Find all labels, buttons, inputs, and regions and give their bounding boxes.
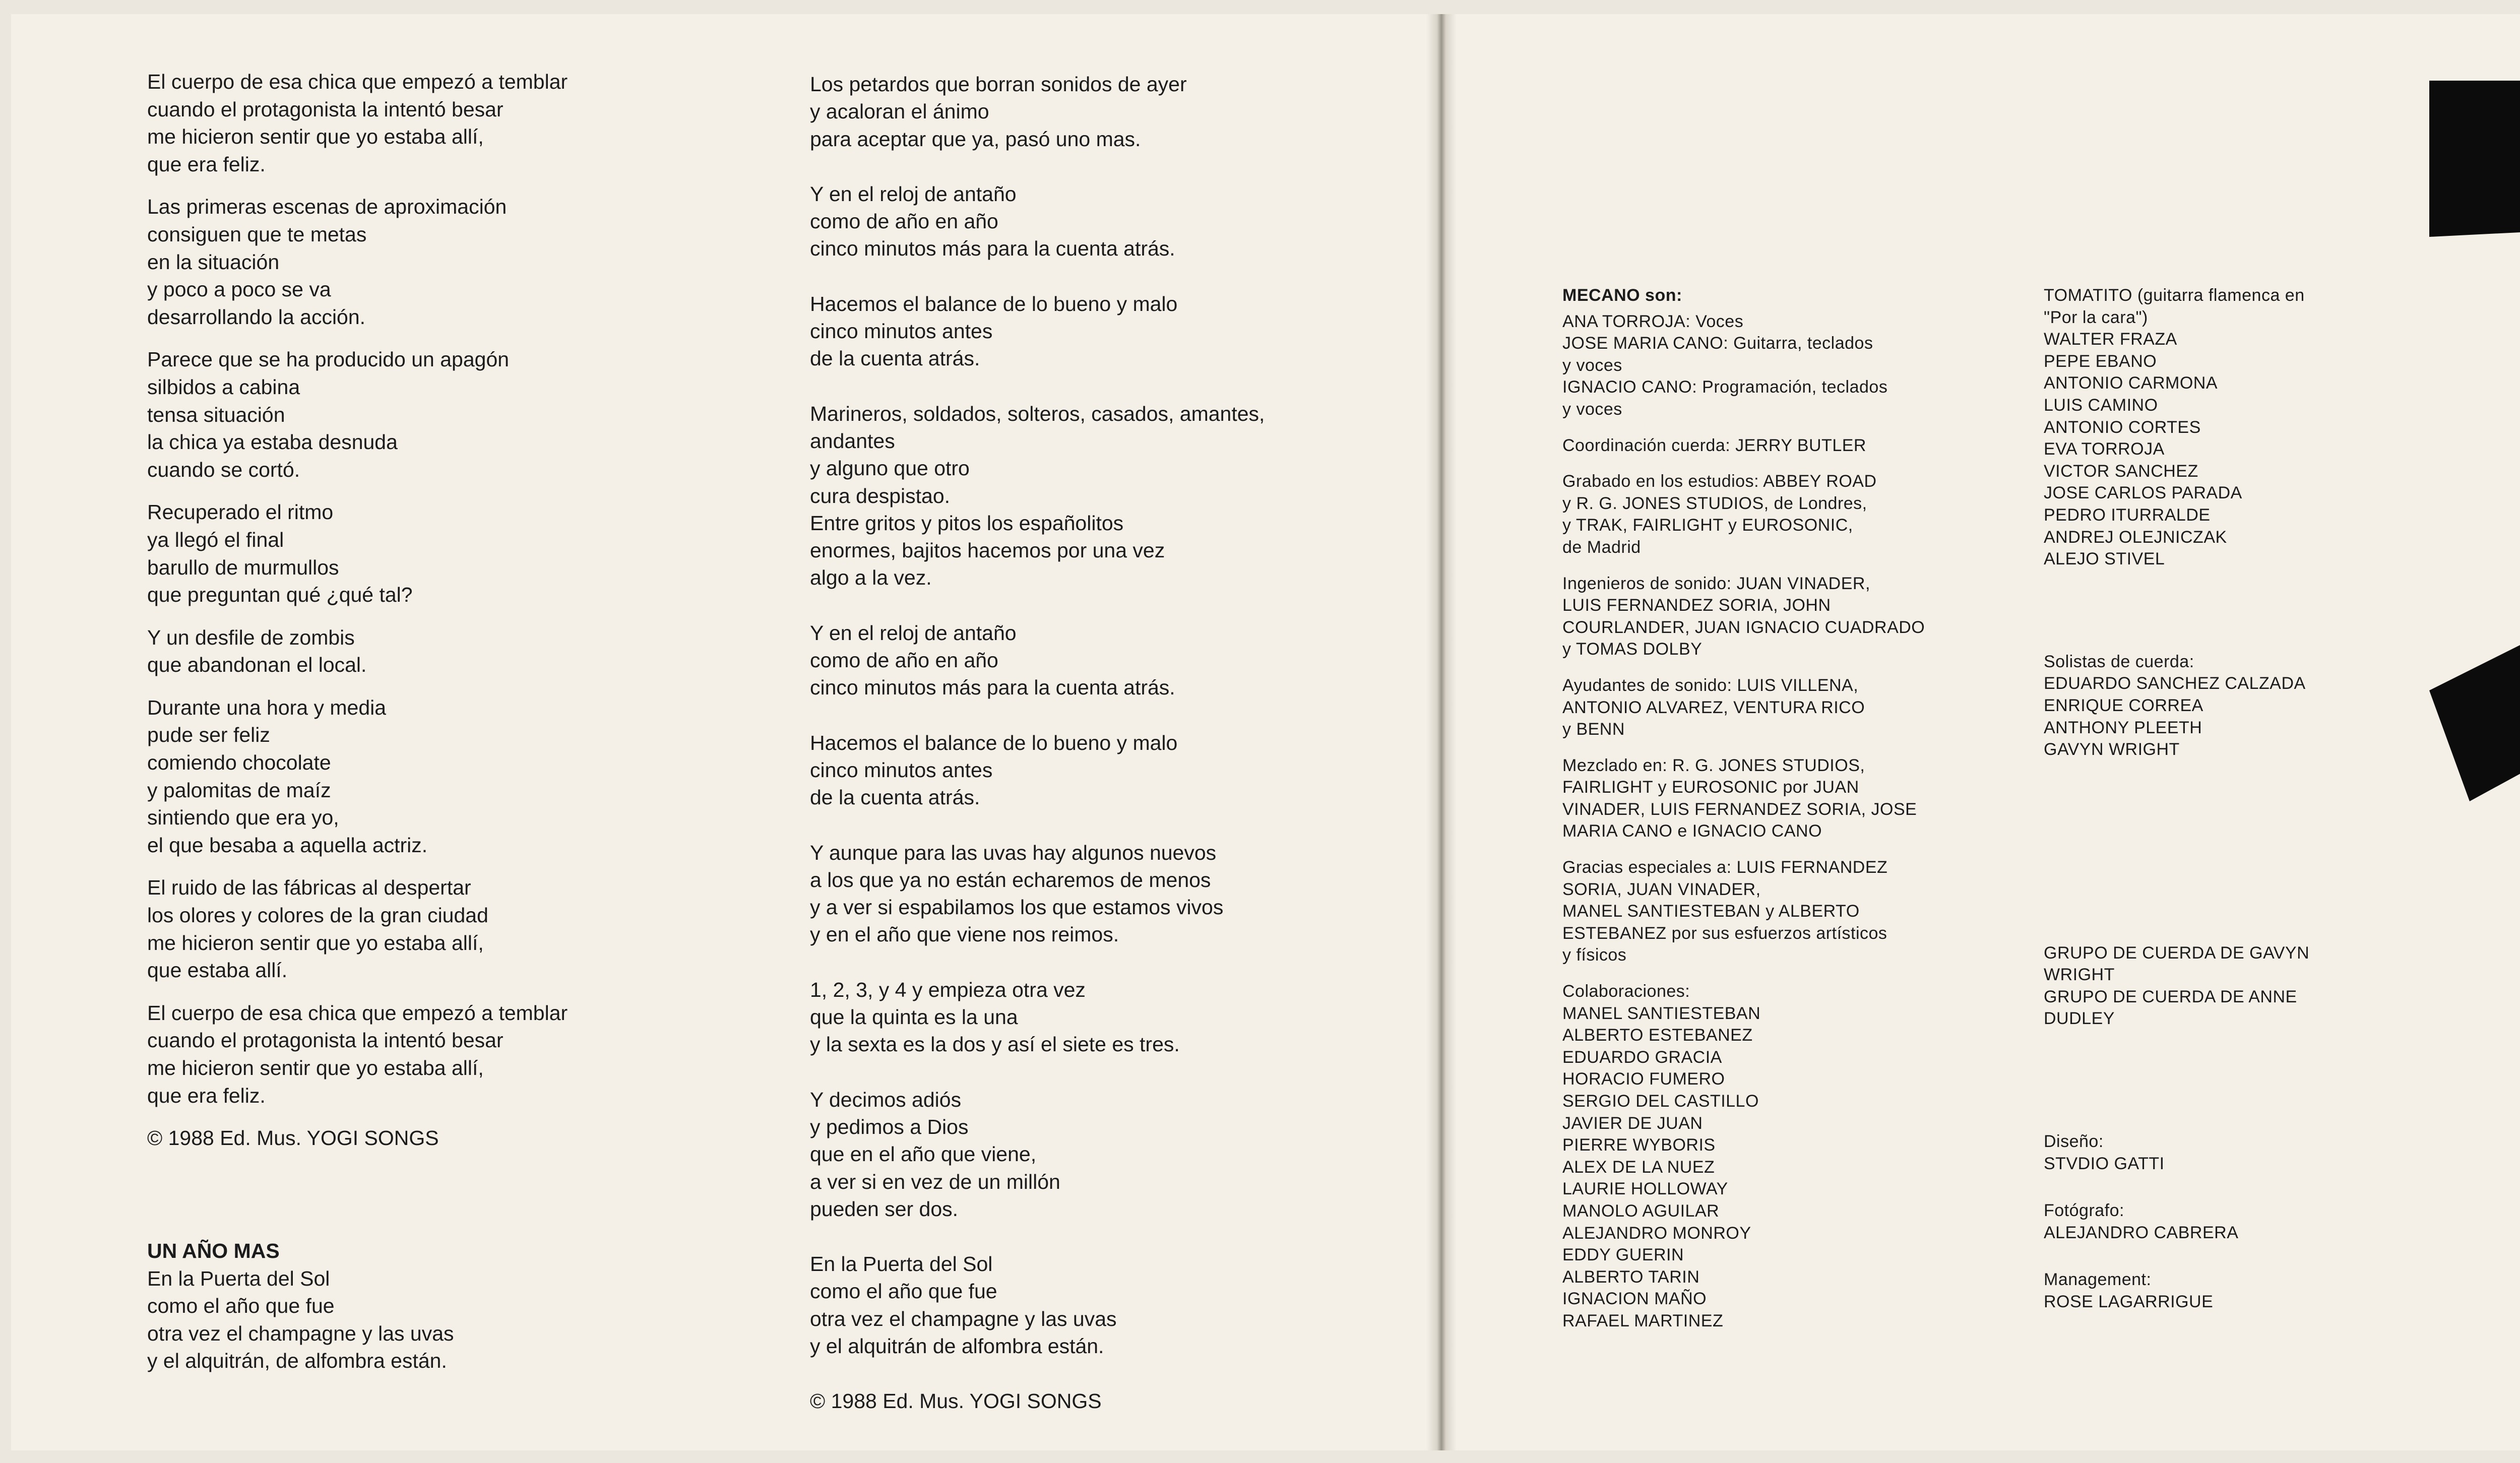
lyric-line: que preguntan qué ¿qué tal?	[147, 583, 413, 607]
stanza	[810, 71, 1329, 153]
lyric-line: Y decimos adiós	[810, 1088, 962, 1111]
lyric-line: Y en el reloj de antaño	[810, 621, 1017, 645]
lyrics-column-1	[147, 68, 666, 1167]
lyric-line: como de año en año	[810, 649, 998, 672]
lyric-line: barullo de murmullos	[147, 555, 339, 579]
lyric-line: y en el año que viene nos reimos.	[810, 923, 1119, 946]
credit-line: GRUPO DE CUERDA DE GAVYN	[2044, 943, 2310, 963]
stanza	[810, 976, 1329, 1058]
lyric-line: como el año que fue	[147, 1294, 335, 1317]
lyric-line: y el alquitrán, de alfombra están.	[147, 1349, 447, 1372]
credit-line: VICTOR SANCHEZ	[2044, 461, 2198, 481]
stanza	[810, 1086, 1329, 1223]
credit-line: SERGIO DEL CASTILLO	[1562, 1092, 1759, 1111]
lyrics-column-2	[810, 71, 1329, 1443]
credit-block	[1562, 857, 1925, 967]
credit-line: MANEL SANTIESTEBAN	[1562, 1003, 1761, 1023]
credits-column-1	[1562, 285, 1925, 1347]
lyric-line: enormes, bajitos hacemos por una vez	[810, 539, 1165, 562]
credit-line: Coordinación cuerda: JERRY BUTLER	[1562, 435, 1866, 455]
credit-line: ANTONIO CARMONA	[2044, 373, 2218, 393]
credit-line: y voces	[1562, 355, 1622, 375]
stanza	[147, 999, 666, 1109]
credit-line: Fotógrafo:	[2044, 1201, 2124, 1221]
credit-line: ALEJO STIVEL	[2044, 549, 2165, 569]
credit-line: y TRAK, FAIRLIGHT y EUROSONIC,	[1562, 516, 1853, 535]
lyric-line: que era feliz.	[147, 1084, 266, 1107]
lyric-line: me hicieron sentir que yo estaba allí,	[147, 125, 484, 149]
photo-fragment-face-mid	[2429, 635, 2520, 801]
credit-line: JAVIER DE JUAN	[1562, 1113, 1703, 1133]
credit-line: GAVYN WRIGHT	[2044, 740, 2180, 759]
lyric-line: ya llegó el final	[147, 528, 284, 551]
credit-line: PEDRO ITURRALDE	[2044, 505, 2211, 525]
lyric-line: cinco minutos más para la cuenta atrás.	[810, 237, 1175, 261]
lyric-line: y acaloran el ánimo	[810, 100, 989, 123]
credit-line: IGNACION MAÑO	[1562, 1289, 1707, 1309]
credit-line: y voces	[1562, 399, 1622, 419]
lyric-line: cinco minutos más para la cuenta atrás.	[810, 676, 1175, 699]
credit-line: MANEL SANTIESTEBAN y ALBERTO	[1562, 902, 1860, 921]
credit-line: ALBERTO TARIN	[1562, 1267, 1700, 1287]
lyric-line: los olores y colores de la gran ciudad	[147, 904, 488, 927]
lyric-line: la chica ya estaba desnuda	[147, 430, 398, 454]
credit-line: GRUPO DE CUERDA DE ANNE	[2044, 987, 2297, 1006]
lyric-line: cinco minutos antes	[810, 758, 993, 782]
lyric-line: Entre gritos y pitos los españolitos	[810, 511, 1124, 535]
credit-line: JOSE CARLOS PARADA	[2044, 483, 2242, 503]
credit-line: WRIGHT	[2044, 965, 2115, 985]
credit-line: HORACIO FUMERO	[1562, 1069, 1725, 1089]
song-un-ano-mas	[147, 1237, 454, 1375]
credit-line: "Por la cara")	[2044, 307, 2148, 327]
lyric-line: pueden ser dos.	[810, 1197, 959, 1221]
lyric-line: cuando el protagonista la intentó besar	[147, 97, 503, 121]
string-soloists	[2044, 651, 2309, 761]
lyric-line: Recuperado el ritmo	[147, 500, 334, 524]
credit-line: ANTHONY PLEETH	[2044, 718, 2202, 737]
credit-line: EDUARDO SANCHEZ CALZADA	[2044, 674, 2306, 693]
design-credit	[2044, 1131, 2309, 1175]
lyric-line: a ver si en vez de un millón	[810, 1170, 1060, 1193]
lyric-line: como de año en año	[810, 210, 998, 233]
lyric-line: de la cuenta atrás.	[810, 347, 980, 370]
lyric-line: y palomitas de maíz	[147, 778, 331, 802]
credit-line: y BENN	[1562, 720, 1625, 739]
lyric-line: que en el año que viene,	[810, 1142, 1037, 1166]
lyric-line: Y en el reloj de antaño	[810, 182, 1017, 206]
credit-line: TOMATITO (guitarra flamenca en	[2044, 286, 2305, 305]
credit-line: EVA TORROJA	[2044, 439, 2165, 459]
credit-line: Diseño:	[2044, 1132, 2104, 1152]
lyric-line: otra vez el champagne y las uvas	[147, 1321, 454, 1345]
lyric-line: El cuerpo de esa chica que empezó a temblar	[147, 70, 568, 93]
stanza	[147, 68, 666, 178]
credit-line: DUDLEY	[2044, 1009, 2115, 1029]
lyric-line: Hacemos el balance de lo bueno y malo	[810, 731, 1178, 754]
lyric-line: y a ver si espabilamos los que estamos vivos	[810, 896, 1224, 919]
credit-line: Grabado en los estudios: ABBEY ROAD	[1562, 472, 1877, 491]
lyric-line: que la quinta es la una	[810, 1005, 1018, 1029]
credit-line: ALEJANDRO MONROY	[1562, 1223, 1751, 1243]
lyric-line: andantes	[810, 429, 895, 453]
credit-line: MANOLO AGUILAR	[1562, 1201, 1720, 1221]
stanza	[147, 346, 666, 483]
credit-line: ANTONIO ALVAREZ, VENTURA RICO	[1562, 697, 1865, 717]
credit-line: STVDIO GATTI	[2044, 1154, 2165, 1173]
photo-collage	[2369, 71, 2520, 1431]
lyric-line: En la Puerta del Sol	[147, 1266, 330, 1290]
lyric-line: En la Puerta del Sol	[810, 1252, 993, 1276]
lyric-line: silbidos a cabina	[147, 375, 300, 399]
lyric-line: me hicieron sentir que yo estaba allí,	[147, 931, 484, 955]
credit-line: FAIRLIGHT y EUROSONIC por JUAN	[1562, 778, 1859, 797]
lyric-line: comiendo chocolate	[147, 751, 331, 775]
credit-line: Management:	[2044, 1270, 2152, 1290]
credit-line: VINADER, LUIS FERNANDEZ SORIA, JOSE	[1562, 799, 1917, 819]
credit-line: EDUARDO GRACIA	[1562, 1047, 1722, 1067]
lyric-line: cura despistao.	[810, 484, 951, 507]
lyric-line: y poco a poco se va	[147, 278, 331, 301]
lyric-line: sintiendo que era yo,	[147, 806, 339, 830]
credit-line: y R. G. JONES STUDIOS, de Londres,	[1562, 493, 1867, 513]
credit-line: SORIA, JUAN VINADER,	[1562, 879, 1761, 899]
lyric-line: Durante una hora y media	[147, 695, 387, 719]
credit-line: ANDREJ OLEJNICZAK	[2044, 527, 2227, 547]
string-groups	[2044, 942, 2309, 1030]
lyric-line: pude ser feliz	[147, 723, 270, 747]
lyric-line: Marineros, soldados, solteros, casados, amantes,	[810, 402, 1265, 425]
stanza	[810, 729, 1329, 811]
credit-line: ALBERTO ESTEBANEZ	[1562, 1026, 1753, 1045]
credit-line: Mezclado en: R. G. JONES STUDIOS,	[1562, 755, 1865, 775]
credit-block	[1562, 435, 1925, 457]
guest-musicians	[2044, 285, 2309, 570]
lyric-line: Las primeras escenas de aproximación	[147, 195, 507, 219]
lyric-line: y el alquitrán de alfombra están.	[810, 1334, 1104, 1358]
credit-line: MARIA CANO e IGNACIO CANO	[1562, 821, 1822, 841]
lyric-line: y pedimos a Dios	[810, 1115, 969, 1138]
lyric-line: consiguen que te metas	[147, 222, 367, 246]
credit-line: PIERRE WYBORIS	[1562, 1135, 1716, 1155]
lyric-line: desarrollando la acción.	[147, 305, 366, 329]
credit-line: Ayudantes de sonido: LUIS VILLENA,	[1562, 675, 1859, 695]
stanza	[147, 193, 666, 331]
stanza	[810, 180, 1329, 263]
song-title: UN AÑO MAS	[147, 1239, 280, 1262]
lyric-line: y alguno que otro	[810, 457, 970, 480]
stanza	[147, 624, 666, 679]
credit-block	[1562, 311, 1925, 421]
credit-line: RAFAEL MARTINEZ	[1562, 1311, 1724, 1330]
credit-line: y TOMAS DOLBY	[1562, 640, 1703, 659]
lyric-line: tensa situación	[147, 403, 285, 426]
credit-block	[1562, 755, 1925, 843]
lyric-line: Parece que se ha producido un apagón	[147, 348, 510, 371]
stanza	[147, 874, 666, 984]
stanza	[147, 694, 666, 859]
credit-line: ROSE LAGARRIGUE	[2044, 1292, 2214, 1312]
lyric-line: cuando se cortó.	[147, 458, 300, 481]
credit-line: LUIS FERNANDEZ SORIA, JOHN	[1562, 596, 1831, 615]
stanza	[810, 839, 1329, 948]
photo-credit	[2044, 1200, 2309, 1244]
lyric-line: Y un desfile de zombis	[147, 625, 355, 649]
stanza	[810, 290, 1329, 372]
book-gutter	[1426, 14, 1457, 1450]
lyric-line: El ruido de las fábricas al despertar	[147, 876, 471, 900]
credit-block	[1562, 981, 1925, 1332]
stanza	[147, 498, 666, 608]
credit-line: ANTONIO CORTES	[2044, 417, 2201, 437]
copyright-notice: © 1988 Ed. Mus. YOGI SONGS	[810, 1389, 1102, 1413]
lyric-line: de la cuenta atrás.	[810, 786, 980, 809]
lyric-line: otra vez el champagne y las uvas	[810, 1307, 1117, 1330]
lyric-line: cuando el protagonista la intentó besar	[147, 1029, 503, 1052]
credit-line: ESTEBANEZ por sus esfuerzos artísticos	[1562, 923, 1887, 943]
stanza	[810, 619, 1329, 702]
credit-block	[1562, 675, 1925, 741]
credits-column-2	[2044, 285, 2309, 1327]
credit-line: COURLANDER, JUAN IGNACIO CUADRADO	[1562, 617, 1925, 637]
credit-line: WALTER FRAZA	[2044, 330, 2177, 349]
credit-line: Colaboraciones:	[1562, 982, 1690, 1001]
credit-line: ANA TORROJA: Voces	[1562, 311, 1744, 331]
credit-line: ALEJANDRO CABRERA	[2044, 1223, 2239, 1242]
credit-line: IGNACIO CANO: Programación, teclados	[1562, 377, 1888, 397]
copyright-notice: © 1988 Ed. Mus. YOGI SONGS	[147, 1126, 439, 1150]
lyric-line: cinco minutos antes	[810, 320, 993, 343]
lyric-line: Los petardos que borran sonidos de ayer	[810, 73, 1187, 96]
credit-line: de Madrid	[1562, 537, 1641, 557]
credit-line: PEPE EBANO	[2044, 351, 2157, 371]
lyric-line: para aceptar que ya, pasó uno mas.	[810, 127, 1141, 151]
credit-line: ENRIQUE CORREA	[2044, 695, 2203, 715]
credit-line: LAURIE HOLLOWAY	[1562, 1179, 1728, 1199]
lyric-line: que estaba allí.	[147, 959, 288, 982]
lyric-line: a los que ya no están echaremos de menos	[810, 868, 1211, 892]
credit-line: JOSE MARIA CANO: Guitarra, teclados	[1562, 334, 1873, 353]
credit-line: Ingenieros de sonido: JUAN VINADER,	[1562, 574, 1870, 593]
credit-line: Solistas de cuerda:	[2044, 652, 2194, 671]
management-credit	[2044, 1269, 2309, 1313]
credit-line: ALEX DE LA NUEZ	[1562, 1157, 1715, 1177]
credit-line: y físicos	[1562, 945, 1627, 965]
photo-fragment-face-top	[2429, 81, 2520, 237]
lyric-line: Y aunque para las uvas hay algunos nuevos	[810, 841, 1217, 864]
stanza	[810, 400, 1329, 592]
credit-block	[1562, 573, 1925, 661]
credit-line: LUIS CAMINO	[2044, 395, 2158, 415]
lyric-line: me hicieron sentir que yo estaba allí,	[147, 1056, 484, 1079]
lyric-line: Hacemos el balance de lo bueno y malo	[810, 292, 1178, 315]
stanza	[810, 1250, 1329, 1360]
credit-block	[1562, 471, 1925, 558]
credit-line: EDDY GUERIN	[1562, 1245, 1684, 1265]
lyric-line: y la sexta es la dos y así el siete es tres.	[810, 1033, 1180, 1056]
lyric-line: algo a la vez.	[810, 566, 932, 590]
lyric-line: el que besaba a aquella actriz.	[147, 833, 428, 857]
lyric-line: 1, 2, 3, y 4 y empieza otra vez	[810, 978, 1086, 1001]
lyric-line: en la situación	[147, 250, 280, 274]
lyric-line: como el año que fue	[810, 1280, 997, 1303]
lyric-line: que era feliz.	[147, 152, 266, 176]
lyric-line: que abandonan el local.	[147, 653, 367, 677]
credits-heading: MECANO son:	[1562, 286, 1682, 305]
credit-line: Gracias especiales a: LUIS FERNANDEZ	[1562, 858, 1888, 877]
lyric-line: El cuerpo de esa chica que empezó a temblar	[147, 1001, 568, 1025]
